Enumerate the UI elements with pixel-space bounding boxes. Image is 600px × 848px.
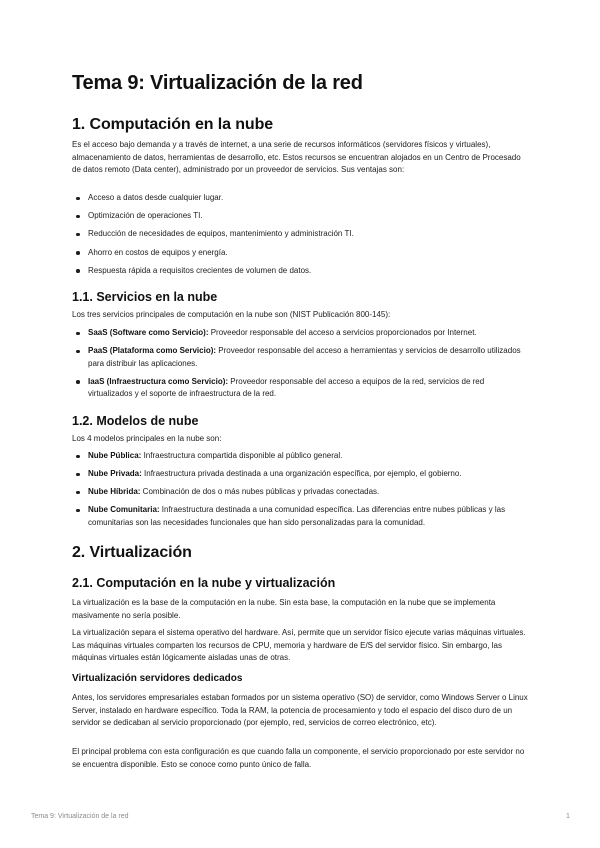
subsection-heading-computacion-virtualizacion: 2.1. Computación en la nube y virtualización — [72, 576, 336, 590]
bullet-icon — [76, 473, 80, 477]
bullet-icon — [76, 251, 80, 255]
list-item: Optimización de operaciones TI. — [72, 210, 528, 223]
list-item: Nube Pública: Infraestructura compartida disponible al público general. — [72, 450, 528, 463]
paragraph: Antes, los servidores empresariales estaban formados por un sistema operativo (SO) de servidor, como Windows Server o Linux Server, instalado en hardware específico. Toda la RAM, la potencia de procesamiento y todo el espacio del disco duro de un servidor se dedicaban al servicio proporcionado (por ejemplo, red, servicios de correo electrónico, etc). — [72, 693, 528, 727]
subsection-intro-paragraph: Los 4 modelos principales en la nube son: — [72, 434, 222, 443]
footer-page-number: 1 — [566, 813, 570, 820]
bullet-icon — [76, 509, 80, 513]
sub-subsection-heading-servidores-dedicados: Virtualización servidores dedicados — [72, 673, 243, 684]
section-heading-computacion-nube: 1. Computación en la nube — [72, 116, 274, 133]
paragraph: La virtualización es la base de la computación en la nube. Sin esta base, la computación en la nube que se implementa masivamente no sería posible. — [72, 598, 496, 620]
models-list — [72, 450, 528, 529]
bullet-icon — [76, 455, 80, 459]
paragraph: La virtualización separa el sistema operativo del hardware. Así, permite que un servidor físico ejecute varias máquinas virtuales. Las máquinas virtuales comparten los recursos de CPU, memoria y hardware de E/S del servidor físico. Sin embargo, las máquinas virtuales están lógicamente aisladas unas de otras. — [72, 628, 526, 662]
services-list — [72, 327, 528, 401]
subsection-intro-paragraph: Los tres servicios principales de computación en la nube son (NIST Publicación 800-145): — [72, 310, 391, 319]
bullet-icon — [76, 332, 80, 336]
paragraph: El principal problema con esta configuración es que cuando falla un componente, el servicio proporcionado por este servidor no se encuentra disponible. Esto se conoce como punto único de falla. — [72, 747, 525, 769]
advantages-list — [72, 192, 528, 277]
list-item: Ahorro en costos de equipos y energía. — [72, 247, 528, 260]
list-item: IaaS (Infraestructura como Servicio): Proveedor responsable del acceso a equipos de la red, servicios de red virtualizados y el soporte de infraestructura de la red. — [72, 376, 528, 401]
footer-document-title: Tema 9: Virtualización de la red — [31, 813, 129, 820]
bullet-icon — [76, 350, 80, 354]
list-item: Nube Privada: Infraestructura privada destinada a una organización específica, por ejemplo, el gobierno. — [72, 468, 528, 481]
list-item: Reducción de necesidades de equipos, mantenimiento y administración TI. — [72, 228, 528, 241]
bullet-icon — [76, 269, 80, 273]
section-heading-virtualizacion: 2. Virtualización — [72, 544, 192, 561]
document-title: Tema 9: Virtualización de la red — [72, 72, 363, 94]
list-item: Nube Comunitaria: Infraestructura destinada a una comunidad específica. Las diferencias entre nubes públicas y las comunitarias son las necesidades funcionales que han sido personalizadas para la comunidad. — [72, 504, 528, 529]
section-intro-paragraph: Es el acceso bajo demanda y a través de internet, a una serie de recursos informáticos (servidores físicos y virtuales), almacenamiento de datos, herramientas de desarrollo, etc. Estos recursos se encuentran alojados en un Centro de Procesado de datos remoto (Data center), administrado por un proveedor de servicios. Sus ventajas son: — [72, 140, 521, 174]
list-item: PaaS (Plataforma como Servicio): Proveedor responsable del acceso a herramientas y servicios de desarrollo utilizados para distribuir las aplicaciones. — [72, 345, 528, 370]
bullet-icon — [76, 197, 80, 201]
bullet-icon — [76, 233, 80, 237]
subsection-heading-servicios: 1.1. Servicios en la nube — [72, 290, 218, 304]
bullet-icon — [76, 215, 80, 219]
bullet-icon — [76, 380, 80, 384]
subsection-heading-modelos: 1.2. Modelos de nube — [72, 414, 199, 428]
list-item: SaaS (Software como Servicio): Proveedor responsable del acceso a servicios proporcionados por Internet. — [72, 327, 528, 340]
list-item: Acceso a datos desde cualquier lugar. — [72, 192, 528, 205]
list-item: Nube Híbrida: Combinación de dos o más nubes públicas y privadas conectadas. — [72, 486, 528, 499]
list-item: Respuesta rápida a requisitos crecientes de volumen de datos. — [72, 265, 528, 278]
bullet-icon — [76, 491, 80, 495]
